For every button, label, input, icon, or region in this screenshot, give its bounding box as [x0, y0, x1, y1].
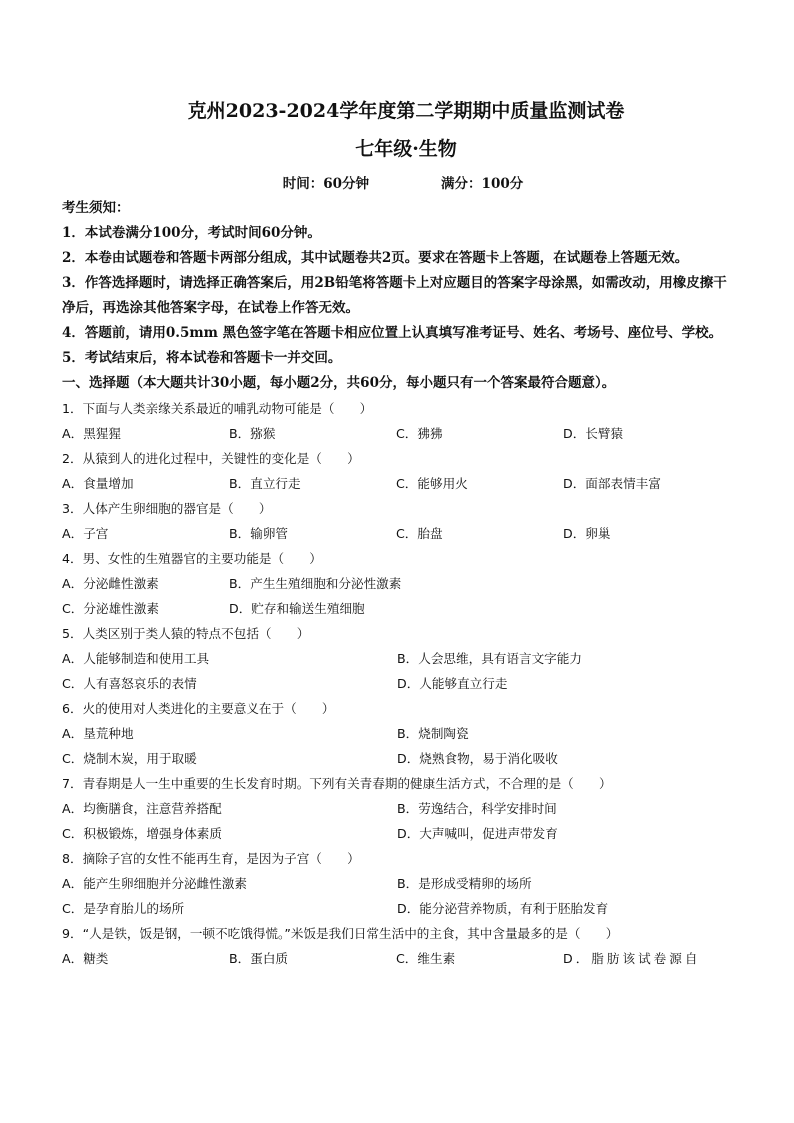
option-b: B．输卵管 — [229, 526, 289, 541]
option-d: D．贮存和输送生殖细胞 — [229, 601, 365, 616]
option-a: A．均衡膳食，注意营养搭配 — [62, 801, 222, 816]
option-b: B．猕猴 — [229, 426, 276, 441]
option-b: B．是形成受精卵的场所 — [397, 876, 532, 891]
option-a: A．糖类 — [62, 951, 109, 966]
exam-score: 满分：100分 — [441, 176, 524, 192]
question-9 — [62, 921, 732, 971]
question-stem: 4．男、女性的生殖器官的主要功能是（ ） — [62, 551, 322, 566]
question-stem: 2．从猿到人的进化过程中，关键性的变化是（ ） — [62, 451, 360, 466]
option-b: B．劳逸结合，科学安排时间 — [397, 801, 557, 816]
option-c: C．能够用火 — [396, 476, 468, 491]
question-stem: 6．火的使用对人类进化的主要意义在于（ ） — [62, 701, 335, 716]
option-row — [62, 896, 732, 921]
option-a: A．人能够制造和使用工具 — [62, 651, 210, 666]
question-4 — [62, 546, 732, 621]
option-b: B．人会思维，具有语言文字能力 — [397, 651, 582, 666]
option-row — [62, 671, 732, 696]
question-5 — [62, 621, 732, 696]
option-row — [62, 821, 732, 846]
option-d: D．面部表情丰富 — [563, 476, 661, 491]
question-7 — [62, 771, 732, 846]
question-stem: 3．人体产生卵细胞的器官是（ ） — [62, 501, 272, 516]
notice-block — [62, 196, 732, 371]
option-a: A．黑猩猩 — [62, 426, 121, 441]
notice-item: 4．答题前，请用0.5mm 黑色签字笔在答题卡相应位置上认真填写准考证号、姓名、考场号、座位号、学校。 — [62, 325, 723, 341]
question-3 — [62, 496, 732, 546]
question-6 — [62, 696, 732, 771]
option-row — [62, 421, 732, 446]
question-1 — [62, 396, 732, 446]
option-d: D．卵巢 — [563, 526, 611, 541]
option-c: C．维生素 — [396, 951, 456, 966]
option-c: C．积极锻炼，增强身体素质 — [62, 826, 222, 841]
option-d: D．能分泌营养物质，有利于胚胎发育 — [397, 901, 609, 916]
option-c: C．分泌雄性激素 — [62, 601, 159, 616]
option-c: C．烧制木炭，用于取暖 — [62, 751, 197, 766]
exam-subtitle: 七年级·生物 — [355, 138, 457, 160]
notice-item: 2．本卷由试题卷和答题卡两部分组成，其中试题卷共2页。要求在答题卡上答题，在试题卷上答题无效。 — [62, 250, 689, 266]
exam-time: 时间：60分钟 — [282, 176, 370, 192]
option-c: C．狒狒 — [396, 426, 443, 441]
option-c: C．是孕育胎儿的场所 — [62, 901, 185, 916]
option-row — [62, 746, 732, 771]
notice-item: 3．作答选择题时，请选择正确答案后，用2B铅笔将答题卡上对应题目的答案字母涂黑，如需改动，用橡皮擦干净后，再选涂其他答案字母，在试卷上作答无效。 — [62, 275, 727, 316]
option-d: D．人能够直立行走 — [397, 676, 508, 691]
option-b: B．产生生殖细胞和分泌性激素 — [229, 576, 402, 591]
option-row — [62, 796, 732, 821]
question-2 — [62, 446, 732, 496]
option-b: B．烧制陶瓷 — [397, 726, 469, 741]
question-stem: 1．下面与人类亲缘关系最近的哺乳动物可能是（ ） — [62, 401, 373, 416]
option-row — [62, 721, 732, 746]
question-stem: 9．“人是铁，饭是钢，一顿不吃饿得慌。”米饭是我们日常生活中的主食，其中含量最多的是（ ） — [62, 926, 619, 941]
option-a: A．垦荒种地 — [62, 726, 134, 741]
option-row — [62, 646, 732, 671]
exam-page — [62, 98, 732, 971]
question-stem: 8．摘除子宫的女性不能再生育，是因为子宫（ ） — [62, 851, 360, 866]
option-d: D．脂肪该试卷源自 — [563, 951, 701, 966]
notice-item: 5．考试结束后，将本试卷和答题卡一并交回。 — [62, 350, 342, 366]
option-row — [62, 571, 732, 596]
option-a: A．子宫 — [62, 526, 109, 541]
option-row — [62, 471, 732, 496]
notice-item: 1．本试卷满分100分，考试时间60分钟。 — [62, 225, 321, 241]
option-c: C．人有喜怒哀乐的表情 — [62, 676, 197, 691]
option-d: D．烧熟食物，易于消化吸收 — [397, 751, 558, 766]
option-row — [62, 596, 732, 621]
question-stem: 5．人类区别于类人猿的特点不包括（ ） — [62, 626, 310, 641]
question-stem: 7．青春期是人一生中重要的生长发育时期。下列有关青春期的健康生活方式，不合理的是（ ） — [62, 776, 612, 791]
question-8 — [62, 846, 732, 921]
option-d: D．大声喊叫，促进声带发育 — [397, 826, 558, 841]
section-title: 一、选择题（本大题共计30小题，每小题2分，共60分，每小题只有一个答案最符合题意）。 — [62, 375, 616, 391]
option-b: B．蛋白质 — [229, 951, 289, 966]
exam-title: 克州2023-2024学年度第二学期期中质量监测试卷 — [187, 100, 625, 122]
option-row — [62, 521, 732, 546]
option-a: A．食量增加 — [62, 476, 134, 491]
option-a: A．分泌雌性激素 — [62, 576, 159, 591]
exam-meta — [74, 172, 732, 192]
notice-heading: 考生须知： — [62, 200, 130, 216]
option-row — [62, 946, 732, 971]
option-c: C．胎盘 — [396, 526, 443, 541]
option-row — [62, 871, 732, 896]
option-d: D．长臂猿 — [563, 426, 624, 441]
option-b: B．直立行走 — [229, 476, 301, 491]
option-a: A．能产生卵细胞并分泌雌性激素 — [62, 876, 247, 891]
